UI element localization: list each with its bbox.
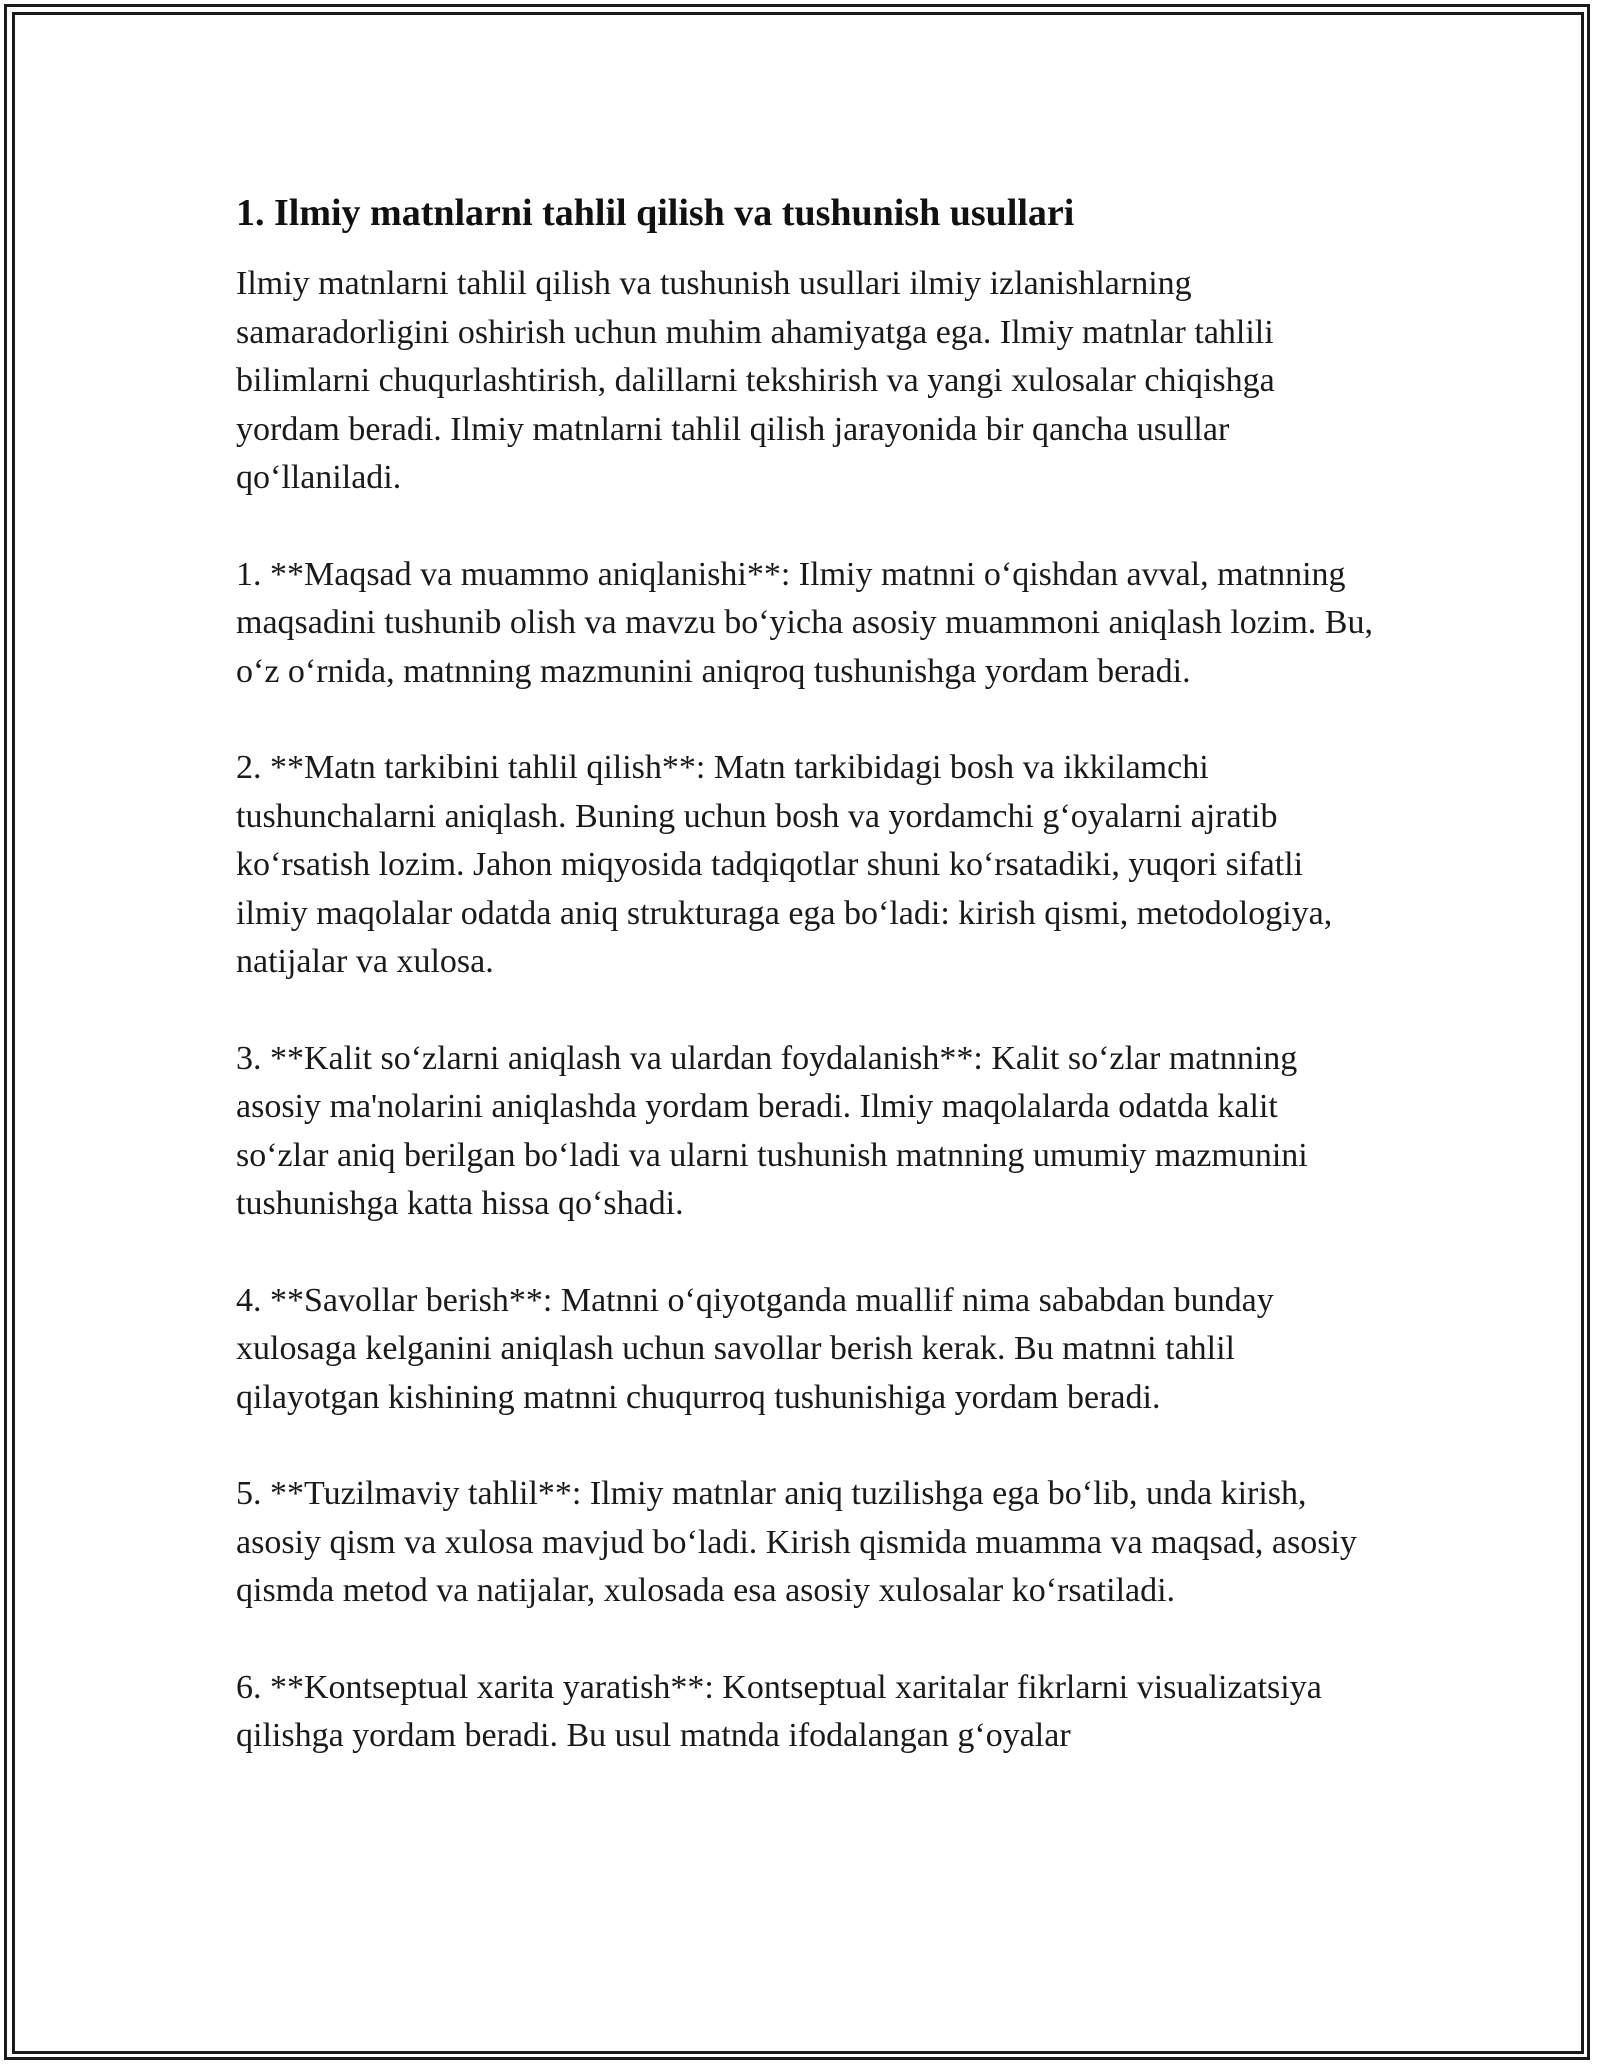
section-heading: 1. Ilmiy matnlarni tahlil qilish va tushunish usullari [236, 192, 1075, 234]
method-3-paragraph: 3. **Kalit so‘zlarni aniqlash va ulardan foydalanish**: Kalit so‘zlar matnning asosiy ma'nolarini aniqlashda yordam beradi. Ilmiy maqolalarda odatda kalit so‘zlar aniq berilgan bo‘ladi va ularni tushunish matnning umumiy mazmunini tushunishga katta hissa qo‘shadi. [236, 1039, 1308, 1222]
method-4-paragraph: 4. **Savollar berish**: Matnni o‘qiyotganda muallif nima sababdan bunday xulosaga kelganini aniqlash uchun savollar berish kerak. Bu matnni tahlil qilayotgan kishining matnni chuqurroq tushunishiga yordam beradi. [236, 1281, 1274, 1416]
method-6-paragraph: 6. **Kontseptual xarita yaratish**: Kontseptual xaritalar fikrlarni visualizatsiya qilishga yordam beradi. Bu usul matnda ifodalangan g‘oyalar [236, 1668, 1322, 1754]
document-body [236, 188, 1376, 1809]
intro-paragraph: Ilmiy matnlarni tahlil qilish va tushunish usullari ilmiy izlanishlarning samaradorligini oshirish uchun muhim ahamiyatga ega. Ilmiy matnlar tahlili bilimlarni chuqurlashtirish, dalillarni tekshirish va yangi xulosalar chiqishga yordam beradi. Ilmiy matnlarni tahlil qilish jarayonida bir qancha usullar qo‘llaniladi. [236, 265, 1275, 496]
method-2-paragraph: 2. **Matn tarkibini tahlil qilish**: Matn tarkibidagi bosh va ikkilamchi tushunchalarni aniqlash. Buning uchun bosh va yordamchi g‘oyalarni ajratib ko‘rsatish lozim. Jahon miqyosida tadqiqotlar shuni ko‘rsatadiki, yuqori sifatli ilmiy maqolalar odatda aniq strukturaga ega bo‘ladi: kirish qismi, metodologiya, natijalar va xulosa. [236, 749, 1333, 980]
method-5-paragraph: 5. **Tuzilmaviy tahlil**: Ilmiy matnlar aniq tuzilishga ega bo‘lib, unda kirish, asosiy qism va xulosa mavjud bo‘ladi. Kirish qismida muamma va maqsad, asosiy qismda metod va natijalar, xulosada esa asosiy xulosalar ko‘rsatiladi. [236, 1475, 1357, 1609]
method-1-paragraph: 1. **Maqsad va muammo aniqlanishi**: Ilmiy matnni o‘qishdan avval, matnning maqsadini tushunib olish va mavzu bo‘yicha asosiy muammoni aniqlash lozim. Bu, o‘z o‘rnida, matnning mazmunini aniqroq tushunishga yordam beradi. [236, 555, 1373, 690]
